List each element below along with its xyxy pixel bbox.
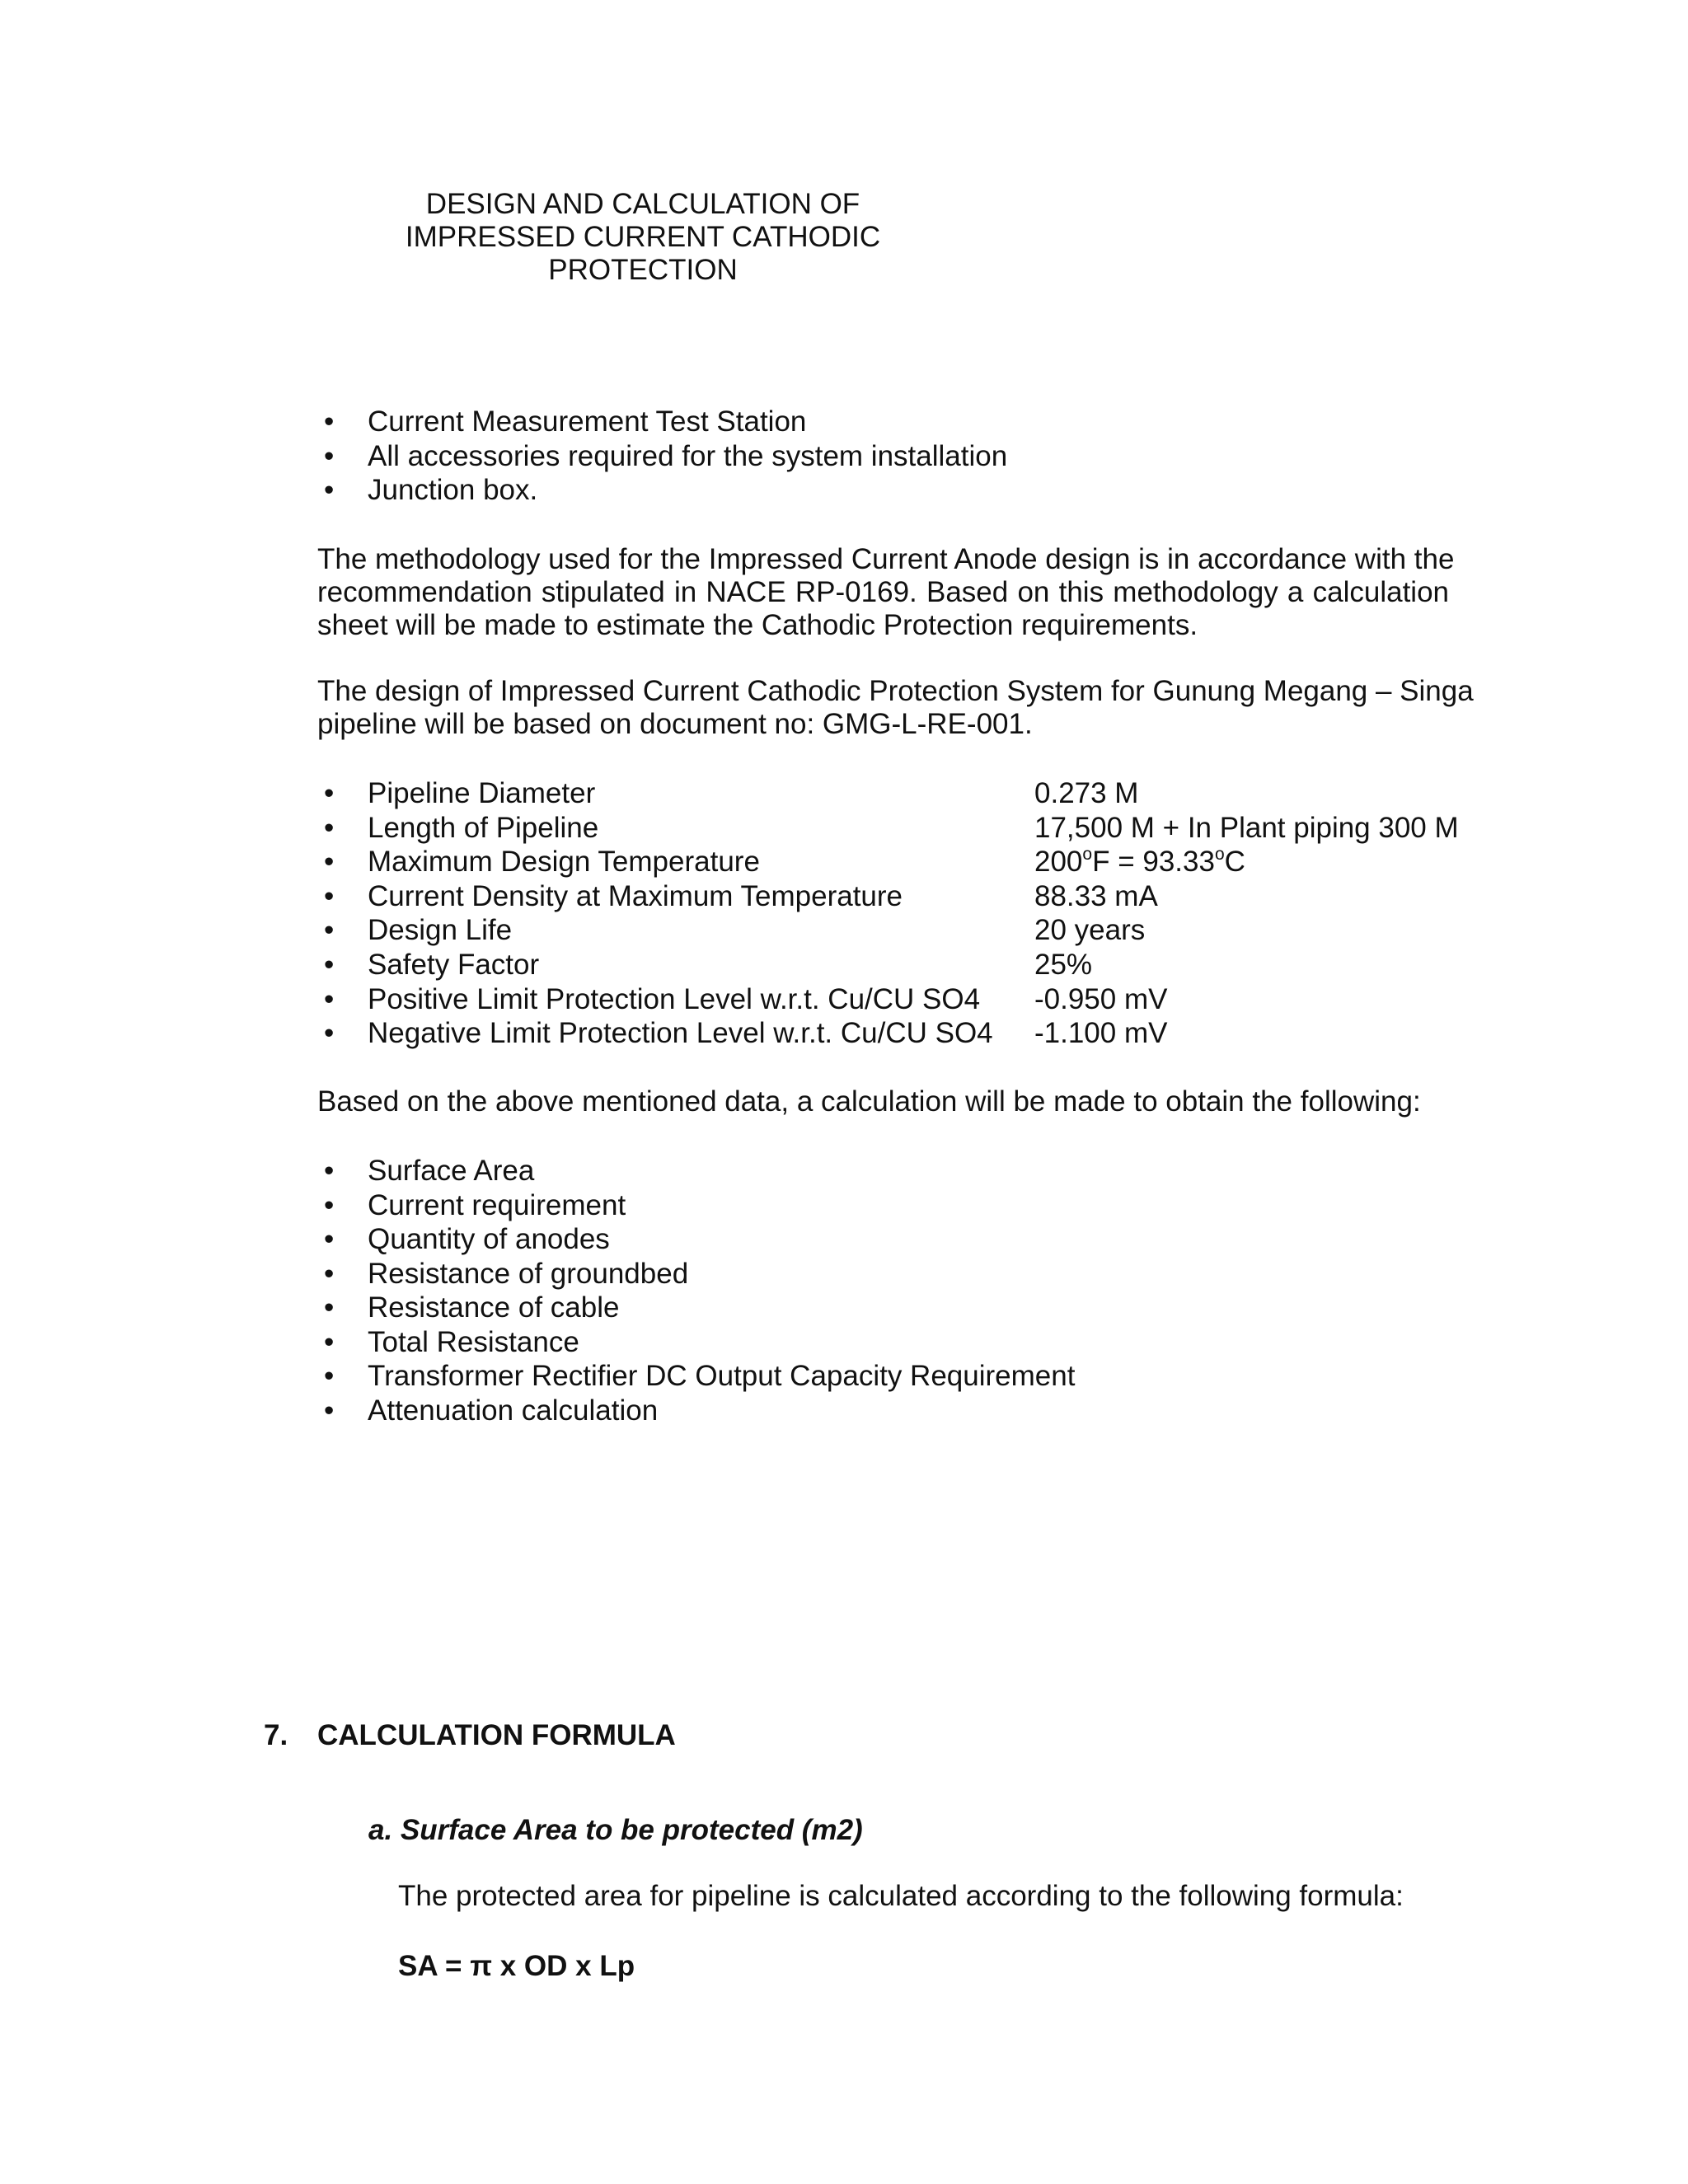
list-item-label: Current Measurement Test Station (368, 405, 807, 438)
components-list (319, 405, 1007, 508)
paragraph-line: recommendation stipulated in NACE RP-0169. Based on this methodology a calculation (317, 576, 1449, 608)
list-item-label: Quantity of anodes (368, 1223, 610, 1255)
value-part: 200 (1034, 846, 1083, 879)
parameter-value: 20 years (1034, 914, 1146, 947)
paragraph-line: sheet will be made to estimate the Cathodic Protection requirements. (317, 609, 1198, 641)
parameter-row (319, 982, 1473, 1017)
bullet-icon: • (324, 879, 335, 912)
section-number: 7. (264, 1719, 288, 1751)
paragraph-line: pipeline will be based on document no: GMG-L-RE-001. (317, 708, 1033, 740)
calculation-intro: Based on the above mentioned data, a calculation will be made to obtain the following: (317, 1085, 1421, 1118)
bullet-icon: • (324, 948, 335, 981)
bullet-icon: • (324, 1360, 335, 1392)
paragraph-line: The design of Impressed Current Cathodic Protection System for Gunung Megang – Singa (317, 675, 1474, 707)
bullet-icon: • (324, 914, 335, 947)
parameter-value (1034, 845, 1245, 879)
parameter-value: 0.273 M (1034, 777, 1139, 809)
design-parameters (319, 776, 1473, 1051)
list-item (319, 405, 1007, 439)
title-line-2: IMPRESSED CURRENT CATHODIC (405, 221, 881, 253)
value-part: F = 93.33 (1092, 846, 1215, 879)
parameter-value: -0.950 mV (1034, 982, 1168, 1015)
bullet-icon: • (324, 1223, 335, 1255)
parameter-row (319, 811, 1473, 846)
list-item-label: Transformer Rectifier DC Output Capacity Requirement (368, 1360, 1076, 1392)
parameter-name: Positive Limit Protection Level w.r.t. Cu/CU SO4 (368, 982, 981, 1015)
list-item (319, 473, 1007, 508)
list-item-label: Attenuation calculation (368, 1394, 659, 1427)
degree-superscript: o (1214, 844, 1225, 864)
bullet-icon: • (324, 982, 335, 1015)
parameter-name: Maximum Design Temperature (368, 846, 760, 879)
parameter-row (319, 948, 1473, 982)
document-title (313, 188, 973, 287)
value-part: C (1224, 846, 1245, 879)
bullet-icon: • (324, 1155, 335, 1187)
bullet-icon: • (324, 811, 335, 844)
list-item-label: Current requirement (368, 1188, 626, 1221)
degree-superscript: o (1082, 844, 1093, 864)
list-item-label: Resistance of cable (368, 1291, 620, 1324)
title-line-1: DESIGN AND CALCULATION OF (425, 188, 860, 220)
paragraph-line: The methodology used for the Impressed Current Anode design is in accordance with the (317, 543, 1455, 575)
list-item (319, 1325, 1075, 1360)
list-item (319, 1257, 1075, 1291)
parameter-value: 25% (1034, 948, 1093, 981)
parameter-value: 17,500 M + In Plant piping 300 M (1034, 811, 1459, 844)
design-paragraph (317, 674, 1474, 740)
list-item (319, 1394, 1075, 1428)
list-item (319, 1222, 1075, 1257)
bullet-icon: • (324, 1325, 335, 1358)
bullet-icon: • (324, 439, 335, 472)
bullet-icon: • (324, 846, 335, 879)
section-heading: CALCULATION FORMULA (317, 1719, 676, 1751)
methodology-paragraph (317, 542, 1455, 641)
parameter-name: Pipeline Diameter (368, 777, 596, 809)
surface-area-formula: SA = π x OD x Lp (398, 1950, 635, 1982)
parameter-name: Current Density at Maximum Temperature (368, 879, 903, 912)
list-item-label: Surface Area (368, 1155, 535, 1187)
list-item (319, 1291, 1075, 1325)
parameter-value: 88.33 mA (1034, 879, 1158, 912)
parameter-row (319, 913, 1473, 948)
parameter-name: Safety Factor (368, 948, 540, 981)
list-item (319, 1188, 1075, 1223)
parameter-name: Negative Limit Protection Level w.r.t. Cu/CU SO4 (368, 1017, 993, 1050)
formula-intro: The protected area for pipeline is calculated according to the following formula: (398, 1880, 1404, 1912)
parameter-row (319, 879, 1473, 914)
parameter-name: Design Life (368, 914, 513, 947)
bullet-icon: • (324, 405, 335, 438)
subsection-heading: a. Surface Area to be protected (m2) (368, 1814, 863, 1846)
list-item-label: Resistance of groundbed (368, 1257, 689, 1290)
list-item-label: Junction box. (368, 474, 538, 506)
parameter-value: -1.100 mV (1034, 1017, 1168, 1050)
parameter-row (319, 776, 1473, 811)
bullet-icon: • (324, 1394, 335, 1427)
bullet-icon: • (324, 777, 335, 809)
bullet-icon: • (324, 1257, 335, 1290)
bullet-icon: • (324, 1017, 335, 1050)
parameter-row (319, 1016, 1473, 1051)
parameter-row (319, 845, 1473, 879)
bullet-icon: • (324, 474, 335, 506)
parameter-name: Length of Pipeline (368, 811, 599, 844)
title-line-3: PROTECTION (548, 254, 738, 286)
calculation-list (319, 1154, 1075, 1427)
list-item (319, 1154, 1075, 1188)
bullet-icon: • (324, 1188, 335, 1221)
list-item-label: Total Resistance (368, 1325, 579, 1358)
list-item (319, 439, 1007, 474)
bullet-icon: • (324, 1291, 335, 1324)
list-item-label: All accessories required for the system installation (368, 439, 1008, 472)
list-item (319, 1359, 1075, 1394)
